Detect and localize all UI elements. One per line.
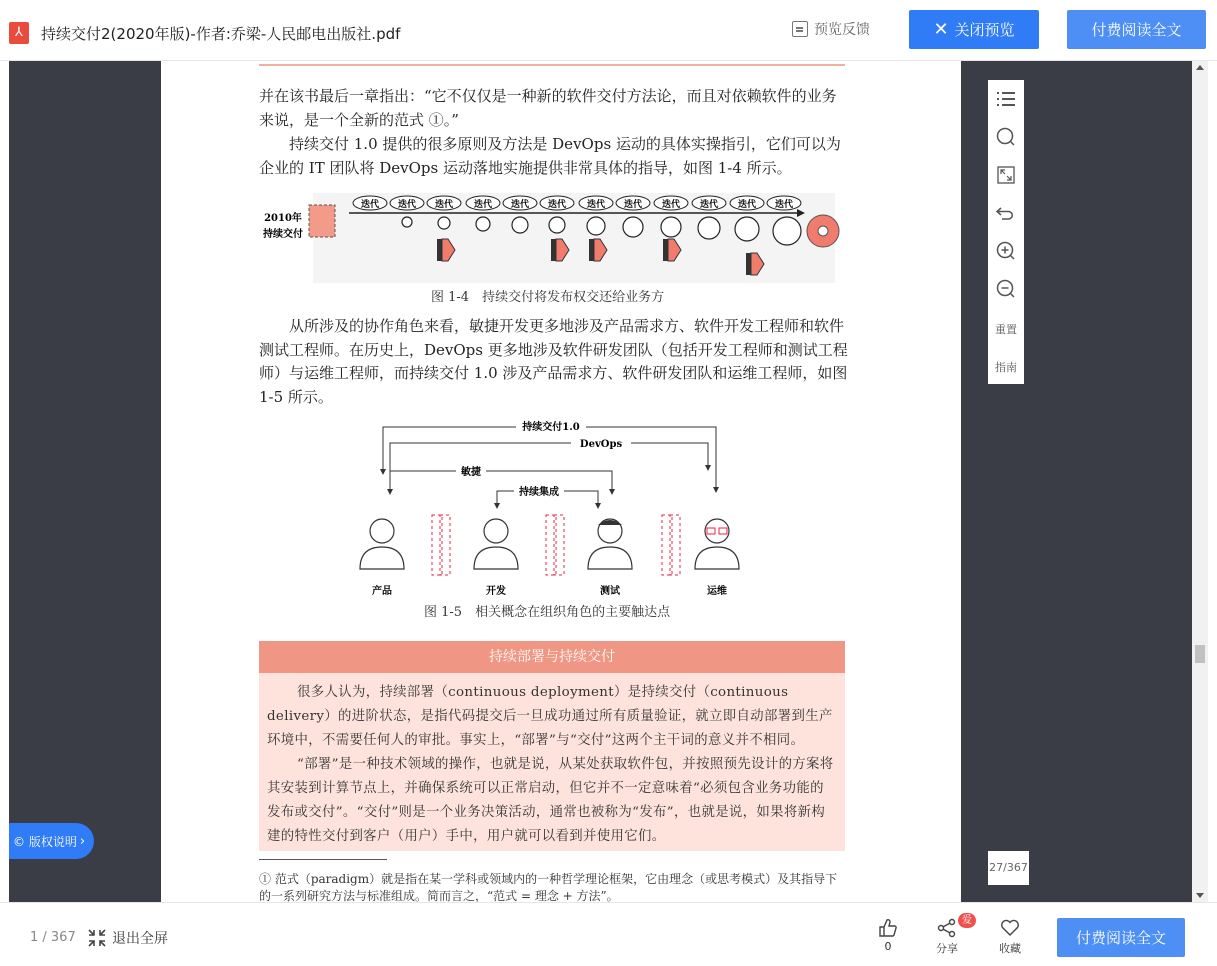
fig2-arrow-ci-right <box>595 503 601 509</box>
fig1-iteration-label: 迭代 <box>547 200 567 210</box>
pay-read-label: 付费阅读全文 <box>1091 21 1182 39</box>
fig2-arrow-devops-right <box>705 465 711 471</box>
fig1-iteration-label: 迭代 <box>661 200 681 210</box>
close-preview-label: 关闭预览 <box>954 21 1015 39</box>
page-indicator: 27/367 <box>988 851 1029 885</box>
sidebar-box <box>259 641 845 851</box>
undo-button[interactable] <box>988 198 1024 228</box>
fig1-iteration-label: 迭代 <box>586 200 606 210</box>
sidebar-box-body <box>259 673 845 849</box>
pay-read-button-top[interactable] <box>1067 10 1206 49</box>
fig1-iteration-label: 迭代 <box>623 200 643 210</box>
fig2-label-agile: 敏捷 <box>461 467 481 478</box>
page-top-rule <box>259 64 845 66</box>
fig2-cd-bracket <box>383 427 716 487</box>
fig1-iteration-label: 迭代 <box>699 200 719 210</box>
fig1-iteration-label: 迭代 <box>397 200 417 210</box>
fig1-node <box>735 217 759 241</box>
fig2-person-cap <box>598 520 622 525</box>
fig2-persons <box>360 519 739 569</box>
search-icon <box>996 127 1016 147</box>
fig1-release-flag-post <box>437 239 442 261</box>
fig2-arrow-cd-left <box>380 469 386 475</box>
viewer-toolbar <box>988 80 1024 384</box>
figure-1-5 <box>356 419 756 597</box>
fig1-node <box>623 217 643 237</box>
undo-icon <box>996 206 1016 220</box>
bottom-bar <box>0 902 1217 966</box>
close-preview-button[interactable] <box>909 10 1039 49</box>
paragraph-3: 从所涉及的协作角色来看，敏捷开发更多地涉及产品需求方、软件开发工程师和软件测试工程师。在历史上，DevOps 更多地涉及软件研发团队（包括开发工程师和测试工程师）与运维工程师，而持续交付 1.0 涉及产品需求方、软件研发团队和运维工程师，如图 1-5 所示。 <box>259 317 848 406</box>
fig1-node <box>661 217 681 237</box>
fig2-role-label: 测试 <box>600 586 620 597</box>
feedback-button[interactable] <box>792 19 870 39</box>
sidebar-box-paragraph-2: “部署”是一种技术领域的操作，也就是说，从某处获取软件包，并按照预先设计的方案将其安装到计算节点上，并确保系统可以正常启动，但它并不一定意味着“必须包含业务功能的发布或交付”。“交付”则是一个业务决策活动，通常也被称为“发布”，也就是说，如果将新构建的特性交付到客户（用户）手中，用户就可以看到并使用它们。 <box>267 757 834 844</box>
fig1-year-label: 2010年 <box>264 213 302 224</box>
fig1-iteration-label: 迭代 <box>737 200 757 210</box>
share-label: 分享 <box>936 942 958 955</box>
top-bar <box>0 0 1217 61</box>
fig2-role-labels <box>372 584 727 597</box>
footnote: ① 范式（paradigm）就是指在某一学科或领域内的一种哲学理论框架，它由理念（或思考模式）及其指导下的一系列研究方法与标准组成。简而言之，“范式 = 理念 + 方法”。 <box>259 872 838 902</box>
zoom-out-icon <box>996 279 1016 299</box>
fig1-node <box>773 217 801 245</box>
scroll-up-icon[interactable] <box>1196 65 1204 70</box>
fig2-devops-bracket <box>390 443 708 475</box>
sidebar-box-title: 持续部署与持续交付 <box>259 641 845 673</box>
exit-fullscreen-icon <box>88 929 106 947</box>
fig2-person-body <box>474 547 518 569</box>
fig1-node <box>402 217 412 227</box>
fig1-release-flag-post <box>663 239 668 261</box>
fig1-node <box>587 217 605 235</box>
footnote-rule <box>259 859 387 860</box>
fig1-node <box>512 217 528 233</box>
paragraph-2: 持续交付 1.0 提供的很多原则及方法是 DevOps 运动的具体实操指引，它们可以为企业的 IT 团队将 DevOps 运动落地实施提供非常具体的指导，如图 1-4 所示。 <box>259 135 841 177</box>
feedback-icon <box>792 21 808 37</box>
fig1-iteration-label: 迭代 <box>434 200 454 210</box>
scrollbar-thumb[interactable] <box>1195 645 1205 663</box>
pay-read-button-bottom[interactable] <box>1057 918 1185 957</box>
fig2-person-head <box>705 519 729 543</box>
favorite-label: 收藏 <box>999 942 1021 955</box>
share-button[interactable] <box>936 918 958 956</box>
fig2-label-devops: DevOps <box>579 439 623 450</box>
paragraph-1: 并在该书最后一章指出：“它不仅仅是一种新的软件交付方法论，而且对依赖软件的业务来说，是一个全新的范式 ①。” <box>259 87 837 129</box>
fig2-label-cd: 持续交付1.0 <box>522 422 580 433</box>
zoom-in-button[interactable] <box>988 236 1024 266</box>
fig2-person-body <box>588 547 632 569</box>
fig1-node <box>438 217 450 229</box>
thumbs-up-icon <box>878 918 898 938</box>
outline-button[interactable] <box>988 84 1024 114</box>
fig2-role-label: 产品 <box>372 586 392 597</box>
copyright-button[interactable] <box>9 823 94 859</box>
favorite-button[interactable] <box>999 918 1021 956</box>
fig1-iteration-label: 迭代 <box>473 200 493 210</box>
fig1-start-block <box>309 205 335 237</box>
reset-button[interactable]: 重置 <box>995 323 1017 336</box>
list-icon <box>996 91 1016 107</box>
fig1-iteration-label: 迭代 <box>774 200 794 210</box>
sidebar-box-paragraph-1: 很多人认为，持续部署（continuous deployment）是持续交付（continuous delivery）的进阶状态，是指代码提交后一旦成功通过所有质量验证，就立即自动部署到生产环境中，不需要任何人的审批。事实上，“部署”与“交付”这两个主干词的意义并不相同。 <box>267 685 833 748</box>
fit-page-button[interactable] <box>988 160 1024 190</box>
document-title: 持续交付2(2020年版)-作者:乔梁-人民邮电出版社.pdf <box>41 25 401 43</box>
search-button[interactable] <box>988 122 1024 152</box>
page-count: 1 / 367 <box>30 930 76 945</box>
feedback-label: 预览反馈 <box>814 22 870 38</box>
fig1-node <box>476 217 490 231</box>
fig2-arrow-devops-left <box>387 489 393 495</box>
fig1-release-flag-post <box>589 239 594 261</box>
exit-fullscreen-label: 退出全屏 <box>112 931 168 947</box>
chevron-right-icon: › <box>79 833 86 849</box>
figure-1-4 <box>257 187 847 283</box>
fig1-target-center <box>818 226 828 236</box>
fig2-arrow-agile-right <box>609 489 615 495</box>
vertical-scrollbar[interactable] <box>1192 61 1208 902</box>
figure-1-5-caption: 图 1-5 相关概念在组织角色的主要触达点 <box>424 605 671 620</box>
close-icon: ✕ <box>933 18 949 40</box>
figure-1-4-caption: 图 1-4 持续交付将发布权交还给业务方 <box>431 290 665 305</box>
fig1-cd-label: 持续交付 <box>263 229 303 240</box>
pdf-page <box>161 61 961 902</box>
copyright-label: © 版权说明 <box>13 834 77 849</box>
share-icon <box>937 918 957 938</box>
fig1-node <box>698 217 720 239</box>
like-button[interactable] <box>878 918 898 953</box>
fig1-iteration-label: 迭代 <box>510 200 530 210</box>
fig2-person-head <box>370 519 394 543</box>
pdf-file-icon: ⅄ <box>9 22 29 44</box>
fig2-person-head <box>484 519 508 543</box>
guide-button[interactable]: 指南 <box>995 361 1017 374</box>
fig2-dashed-separators <box>432 515 680 575</box>
zoom-out-button[interactable] <box>988 274 1024 304</box>
fig1-release-flag-post <box>551 239 556 261</box>
fig2-label-ci: 持续集成 <box>519 487 559 498</box>
fig2-agile-bracket <box>390 471 612 489</box>
fig2-person-body <box>360 547 404 569</box>
fig2-arrow-cd-right <box>713 487 719 493</box>
fit-icon <box>997 166 1015 184</box>
fig1-iteration-label: 迭代 <box>360 200 380 210</box>
fig2-person-body <box>695 547 739 569</box>
scroll-down-icon[interactable] <box>1196 893 1204 898</box>
fig2-role-label: 运维 <box>707 586 727 597</box>
fig2-arrow-ci-left <box>494 503 500 509</box>
exit-fullscreen-button[interactable] <box>88 928 168 948</box>
share-badge: 爱 <box>958 913 976 928</box>
fig1-release-flag-post <box>746 253 751 275</box>
heart-icon <box>1000 918 1020 938</box>
zoom-in-icon <box>996 241 1016 261</box>
fig2-role-label: 开发 <box>486 586 506 597</box>
pay-read-bottom-label: 付费阅读全文 <box>1075 929 1166 947</box>
like-count: 0 <box>884 940 892 953</box>
fig1-node <box>549 217 565 233</box>
